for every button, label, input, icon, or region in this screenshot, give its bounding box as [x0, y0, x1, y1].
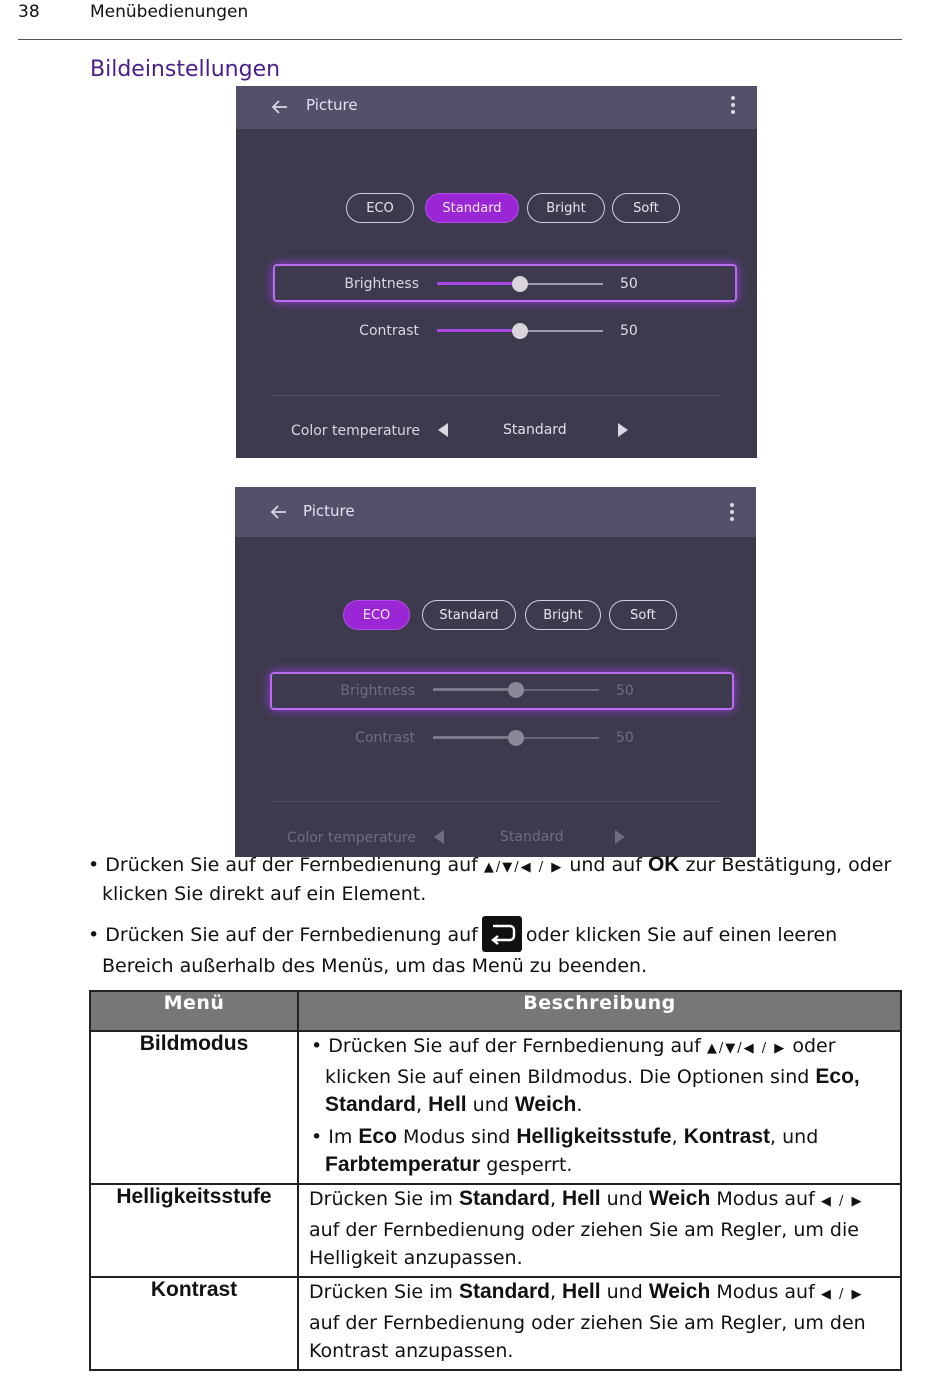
menu-cell: Kontrast	[90, 1277, 298, 1370]
next-arrow-icon	[615, 830, 625, 844]
bullet-text: Drücken Sie auf der Fernbedienung auf	[105, 924, 478, 946]
running-head: Menübedienungen	[90, 2, 249, 22]
mode-soft-button[interactable]: Soft	[609, 600, 677, 630]
menu-cell: Helligkeitsstufe	[90, 1184, 298, 1277]
brightness-label: Brightness	[340, 683, 415, 699]
color-temperature-value: Standard	[503, 422, 567, 438]
bullet-text: und auf	[569, 854, 642, 876]
brightness-value: 50	[620, 276, 638, 292]
mode-soft-button[interactable]: Soft	[612, 193, 680, 223]
table-header-row	[90, 991, 901, 1031]
ok-key-label: OK	[647, 853, 680, 876]
table-row	[90, 1031, 901, 1184]
next-arrow-icon[interactable]	[618, 423, 628, 437]
back-arrow-icon[interactable]	[270, 95, 290, 119]
contrast-slider-locked	[433, 730, 599, 746]
description-bullet: • Im Eco Modus sind Helligkeitsstufe, Kontrast, und Farbtemperatur gesperrt.	[311, 1125, 819, 1176]
contrast-value: 50	[616, 730, 634, 746]
color-temperature-value: Standard	[500, 829, 564, 845]
slider-knob[interactable]	[512, 276, 528, 292]
description-cell: Drücken Sie im Standard, Hell und Weich Modus auf ◀ / ▶ auf der Fernbedienung oder ziehen Sie am Regler, um den Kontrast anzupassen.	[298, 1277, 901, 1370]
app-bar	[236, 86, 757, 129]
app-bar	[235, 487, 756, 537]
slider-knob	[508, 682, 524, 698]
header-rule	[18, 39, 902, 40]
app-bar-title: Picture	[306, 96, 358, 114]
mode-standard-button[interactable]: Standard	[425, 193, 519, 223]
mode-eco-button[interactable]: ECO	[343, 600, 410, 630]
mode-standard-button[interactable]: Standard	[422, 600, 516, 630]
slider-knob[interactable]	[512, 323, 528, 339]
mode-bright-button[interactable]: Bright	[527, 193, 605, 223]
arrow-keys-icon: ▲/▼/◀ / ▶	[483, 860, 564, 875]
description-bullet: • Drücken Sie auf der Fernbedienung auf ▲/▼/◀ / ▶ oder klicken Sie auf einen Bildmodus. Die Optionen sind Eco, Standard, Hell und Weich.	[311, 1035, 860, 1116]
description-cell: Drücken Sie im Standard, Hell und Weich Modus auf ◀ / ▶ auf der Fernbedienung oder ziehen Sie am Regler, um die Helligkeit anzupassen.	[298, 1184, 901, 1277]
brightness-value: 50	[616, 683, 634, 699]
contrast-slider[interactable]	[437, 323, 603, 339]
settings-table	[89, 990, 902, 1371]
description-cell	[298, 1031, 901, 1184]
bullet-text: Drücken Sie auf der Fernbedienung auf	[105, 854, 478, 876]
menu-cell: Bildmodus	[90, 1031, 298, 1184]
contrast-value: 50	[620, 323, 638, 339]
divider	[269, 801, 721, 802]
column-header-menu: Menü	[90, 991, 298, 1031]
more-options-icon[interactable]	[731, 96, 735, 117]
previous-arrow-icon	[434, 830, 444, 844]
return-key-icon	[482, 916, 522, 952]
contrast-label: Contrast	[359, 323, 419, 339]
divider	[270, 395, 722, 396]
column-header-description: Beschreibung	[298, 991, 901, 1031]
table-row	[90, 1184, 901, 1277]
bullet-text: zur Bestätigung, oder klicken Sie direkt auf ein Element.	[102, 854, 892, 905]
back-arrow-icon[interactable]	[269, 500, 289, 524]
mode-eco-button[interactable]: ECO	[346, 193, 414, 223]
picture-menu-screenshot-standard	[236, 86, 757, 458]
more-options-icon[interactable]	[730, 503, 734, 524]
color-temperature-label: Color temperature	[290, 423, 420, 439]
color-temperature-label: Color temperature	[286, 830, 416, 846]
contrast-label: Contrast	[355, 730, 415, 746]
bullet-text: oder klicken Sie auf einen leeren Bereich außerhalb des Menüs, um das Menü zu beenden.	[102, 924, 838, 977]
arrow-keys-icon: ◀ / ▶	[820, 1194, 864, 1209]
instruction-bullet-navigate: • Drücken Sie auf der Fernbedienung auf ▲/▼/◀ / ▶ und auf OK zur Bestätigung, oder klicken Sie direkt auf ein Element.	[88, 853, 892, 905]
table-row	[90, 1277, 901, 1370]
brightness-slider-locked	[433, 682, 599, 698]
arrow-keys-icon: ▲/▼/◀ / ▶	[706, 1041, 787, 1056]
instruction-bullet-exit: • Drücken Sie auf der Fernbedienung auf oder klicken Sie auf einen leeren Bereich außerhalb des Menüs, um das Menü zu beenden.	[88, 916, 912, 981]
slider-knob	[508, 730, 524, 746]
brightness-label: Brightness	[344, 276, 419, 292]
app-bar-title: Picture	[303, 502, 355, 520]
page-number: 38	[18, 2, 40, 22]
brightness-slider[interactable]	[437, 276, 603, 292]
arrow-keys-icon: ◀ / ▶	[820, 1287, 864, 1302]
mode-bright-button[interactable]: Bright	[525, 600, 601, 630]
previous-arrow-icon[interactable]	[438, 423, 448, 437]
section-title: Bildeinstellungen	[90, 57, 281, 82]
picture-menu-screenshot-eco	[235, 487, 756, 857]
